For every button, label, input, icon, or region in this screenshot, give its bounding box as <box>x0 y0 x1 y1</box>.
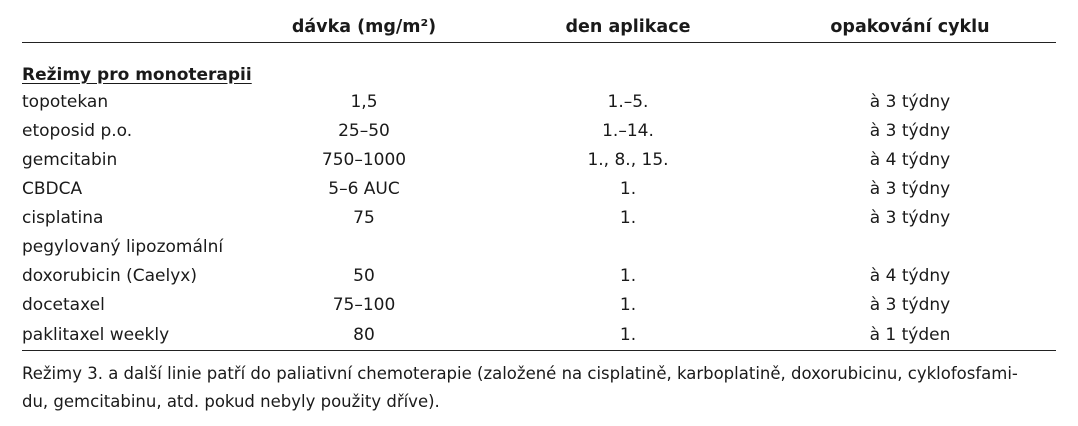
drug-cell: cisplatina <box>22 207 104 228</box>
table-row <box>22 232 1056 261</box>
dose-cell: 75 <box>353 207 375 228</box>
dose-cell: 50 <box>353 265 375 286</box>
repeat-cell: à 3 týdny <box>869 178 951 199</box>
header-day: den aplikace <box>492 12 764 43</box>
header-dose: dávka (mg/m²) <box>236 12 492 43</box>
day-cell: 1. <box>492 319 764 351</box>
repeat-cell: à 1 týden <box>764 319 1056 351</box>
table-row <box>22 261 1056 290</box>
day-cell: 1.–14. <box>602 120 654 141</box>
repeat-cell: à 3 týdny <box>869 91 951 112</box>
repeat-cell <box>764 232 1056 261</box>
dose-cell <box>236 232 492 261</box>
header-drug <box>22 12 236 43</box>
drug-cell: topotekan <box>22 91 109 112</box>
drug-cell: paklitaxel weekly <box>22 319 236 351</box>
table-row <box>22 203 1056 232</box>
day-cell: 1. <box>619 265 637 286</box>
table-footnote <box>22 360 1062 416</box>
chemotherapy-regimen-table <box>22 12 1056 351</box>
repeat-cell: à 3 týdny <box>869 120 951 141</box>
drug-cell: docetaxel <box>22 294 105 315</box>
table-row <box>22 290 1056 319</box>
repeat-cell: à 4 týdny <box>869 149 951 170</box>
day-cell: 1. <box>619 178 637 199</box>
footnote-line-2: du, gemcitabinu, atd. pokud nebyly použity dříve). <box>22 392 440 411</box>
drug-cell: pegylovaný lipozomální <box>22 236 224 257</box>
dose-cell: 80 <box>236 319 492 351</box>
repeat-cell: à 4 týdny <box>869 265 951 286</box>
day-cell <box>492 232 764 261</box>
table-row <box>22 174 1056 203</box>
drug-cell: doxorubicin (Caelyx) <box>22 265 197 286</box>
day-cell: 1.–5. <box>607 91 649 112</box>
repeat-cell: à 3 týdny <box>869 207 951 228</box>
dose-cell: 5–6 AUC <box>328 178 400 199</box>
table-row <box>22 319 1056 351</box>
drug-cell: etoposid p.o. <box>22 120 133 141</box>
footnote-line-1: Režimy 3. a další linie patří do paliativní chemoterapie (založené na cisplatině, karboplatině, doxorubicinu, cyklofosfami- <box>22 364 1018 383</box>
table-row <box>22 87 1056 116</box>
table-header-row <box>22 12 1056 43</box>
dose-cell: 75–100 <box>332 294 396 315</box>
section-title: Režimy pro monoterapii <box>22 65 252 85</box>
day-cell: 1. <box>619 294 637 315</box>
repeat-cell: à 3 týdny <box>869 294 951 315</box>
drug-cell: CBDCA <box>22 178 83 199</box>
day-cell: 1., 8., 15. <box>587 149 669 170</box>
dose-cell: 750–1000 <box>321 149 407 170</box>
dose-cell: 25–50 <box>338 120 390 141</box>
drug-cell: gemcitabin <box>22 149 118 170</box>
dose-cell: 1,5 <box>350 91 378 112</box>
day-cell: 1. <box>619 207 637 228</box>
table-row <box>22 145 1056 174</box>
header-repeat: opakování cyklu <box>764 12 1056 43</box>
table-row <box>22 116 1056 145</box>
section-row <box>22 43 1056 88</box>
